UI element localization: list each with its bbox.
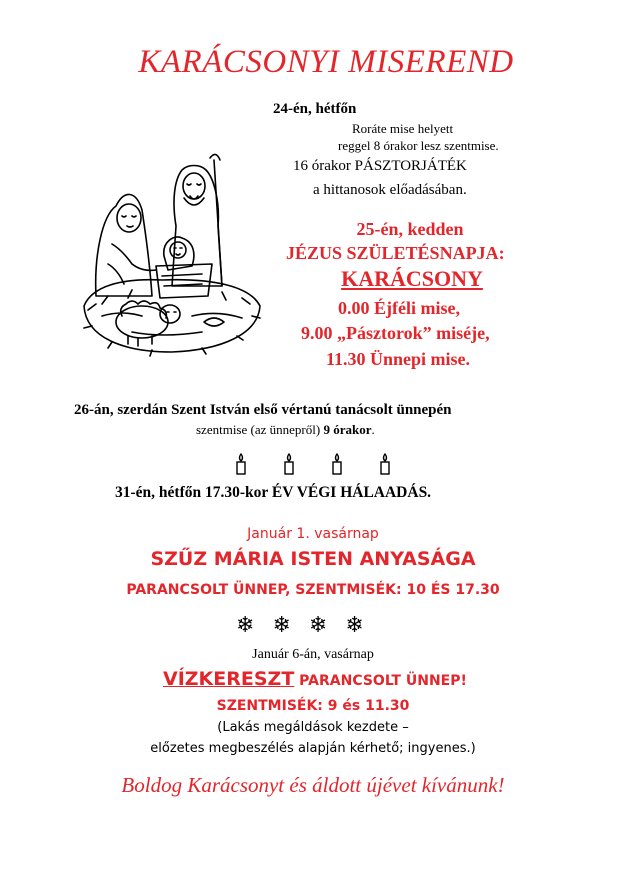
day24-line2: reggel 8 órakor lesz szentmise. (338, 138, 499, 153)
jan6-feast-suffix: PARANCSOLT ÜNNEP! (294, 673, 467, 689)
snowflake-icon: ❄ (345, 613, 364, 638)
jan1-feast: SZŰZ MÁRIA ISTEN ANYASÁGA (150, 548, 476, 570)
day26-line1: 26-án, szerdán Szent István első vértanú tanácsolt ünnepén (74, 402, 452, 418)
day26-line2-suffix: . (371, 422, 375, 437)
candle-icon (381, 454, 389, 474)
day24-line1: Roráte mise helyett (352, 121, 454, 136)
day25-subheading: JÉZUS SZÜLETÉSNAPJA: (286, 243, 505, 263)
day26-line2-prefix: szentmise (az ünnepről) (196, 422, 324, 437)
jan6-note1: (Lakás megáldások kezdete – (217, 720, 409, 735)
day25-feast: KARÁCSONY (341, 266, 483, 291)
jan6-date: Január 6-án, vasárnap (252, 647, 374, 662)
closing-greeting: Boldog Karácsonyt és áldott újévet kívánunk! (121, 773, 505, 797)
jan6-feast: VÍZKERESZT (163, 668, 295, 690)
day25-mass1: 0.00 Éjféli mise, (338, 298, 460, 318)
candles-row (234, 452, 394, 476)
day24-heading: 24-én, hétfőn (273, 101, 357, 117)
snowflake-icon: ❄ (308, 613, 328, 638)
snowflake-icon: ❄ (272, 613, 291, 638)
day24-line3 (293, 158, 467, 175)
jan1-masses: PARANCSOLT ÜNNEP, SZENTMISÉK: 10 ÉS 17.30 (126, 582, 500, 598)
day24-line4: a hittanosok előadásában. (313, 182, 467, 198)
snowflake-icon: ❄ (236, 613, 255, 638)
nativity-scene-icon (72, 146, 272, 362)
candle-icon (333, 454, 341, 474)
day25-mass3: 11.30 Ünnepi mise. (326, 349, 471, 369)
day26-line2 (196, 422, 375, 438)
snowflakes-row (236, 613, 364, 639)
jan6-masses: SZENTMISÉK: 9 és 11.30 (216, 698, 410, 714)
day25-heading: 25-én, kedden (356, 219, 464, 239)
day31-line: 31-én, hétfőn 17.30-kor ÉV VÉGI HÁLAADÁS. (115, 484, 432, 501)
candle-icon (285, 454, 293, 474)
jan1-date: Január 1. vasárnap (247, 526, 379, 542)
day25-mass2: 9.00 „Pásztorok” miséje, (301, 323, 490, 343)
jan6-note2: előzetes megbeszélés alapján kérhető; ingyenes.) (150, 741, 476, 756)
page-title: KARÁCSONYI MISEREND (138, 44, 514, 80)
candle-icon (237, 454, 245, 474)
jan6-feast-line (163, 668, 467, 690)
day24-line3-text: 16 órakor PÁSZTORJÁTÉK (293, 158, 467, 174)
day26-line2-time: 9 órakor (323, 422, 372, 437)
